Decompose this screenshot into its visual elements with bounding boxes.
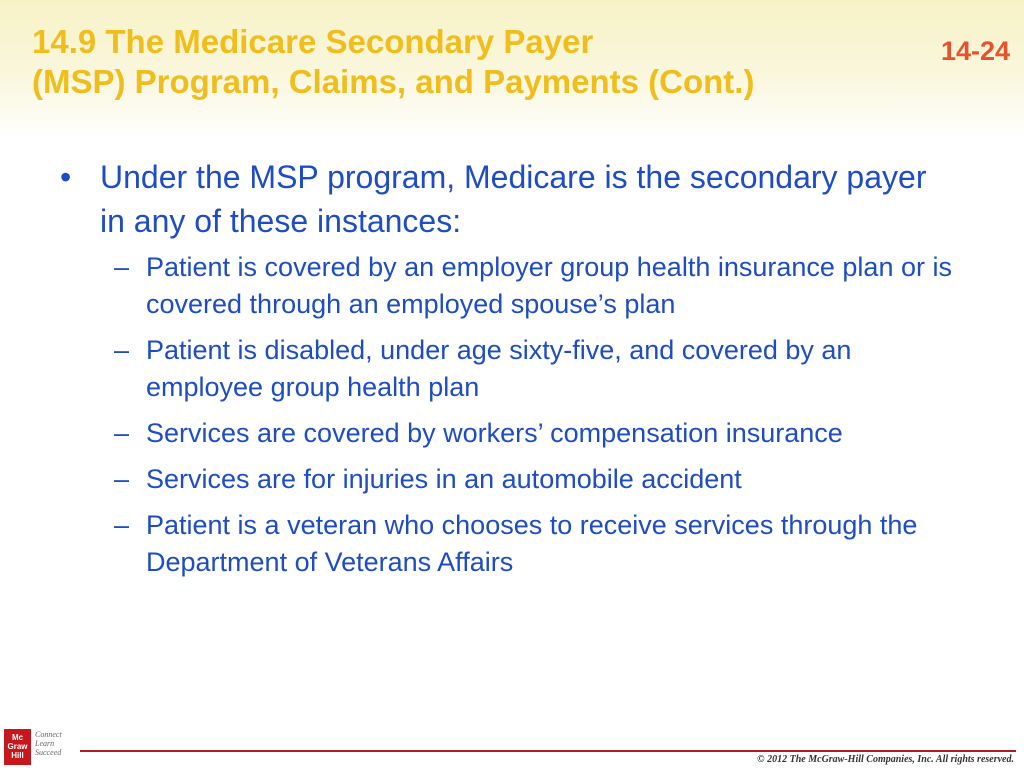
tagline-1: Connect xyxy=(35,730,62,739)
logo-tagline xyxy=(35,730,62,757)
logo-line-3: Hill xyxy=(11,751,24,760)
title-line-2: (MSP) Program, Claims, and Payments (Cont.) xyxy=(32,63,755,100)
slide-title xyxy=(32,22,932,102)
dash-mark: – xyxy=(114,335,130,365)
main-bullet xyxy=(60,155,960,243)
sub-bullet-list xyxy=(60,249,960,581)
slide-content xyxy=(60,155,960,590)
logo-box xyxy=(4,729,31,765)
sub-bullet-item xyxy=(60,461,960,498)
sub-bullet-text: Services are covered by workers’ compensation insurance xyxy=(146,418,843,448)
tagline-3: Succeed xyxy=(35,748,62,757)
sub-bullet-item xyxy=(60,415,960,452)
slide-number: 14-24 xyxy=(940,36,1010,66)
main-bullet-text: Under the MSP program, Medicare is the secondary payer in any of these instances: xyxy=(100,159,927,239)
title-line-1: 14.9 The Medicare Secondary Payer xyxy=(32,23,594,60)
logo-line-2: Graw xyxy=(7,742,28,751)
logo-line-1: Mc xyxy=(11,733,24,742)
dash-mark: – xyxy=(114,510,130,540)
dash-mark: – xyxy=(114,418,130,448)
footer-divider xyxy=(80,750,1016,752)
sub-bullet-text: Services are for injuries in an automobile accident xyxy=(146,464,742,494)
tagline-2: Learn xyxy=(35,739,55,748)
dash-mark: – xyxy=(114,464,130,494)
copyright-notice: © 2012 The McGraw-Hill Companies, Inc. All rights reserved. xyxy=(757,754,1014,765)
sub-bullet-text: Patient is covered by an employer group health insurance plan or is covered through an employed spouse’s plan xyxy=(146,252,952,319)
bullet-mark: • xyxy=(60,159,72,195)
sub-bullet-item xyxy=(60,507,960,581)
sub-bullet-text: Patient is disabled, under age sixty-five, and covered by an employee group health plan xyxy=(146,335,852,402)
sub-bullet-item xyxy=(60,249,960,323)
dash-mark: – xyxy=(114,252,130,282)
sub-bullet-item xyxy=(60,332,960,406)
sub-bullet-text: Patient is a veteran who chooses to receive services through the Department of Veterans Affairs xyxy=(146,510,918,577)
mcgraw-hill-logo xyxy=(4,729,84,765)
